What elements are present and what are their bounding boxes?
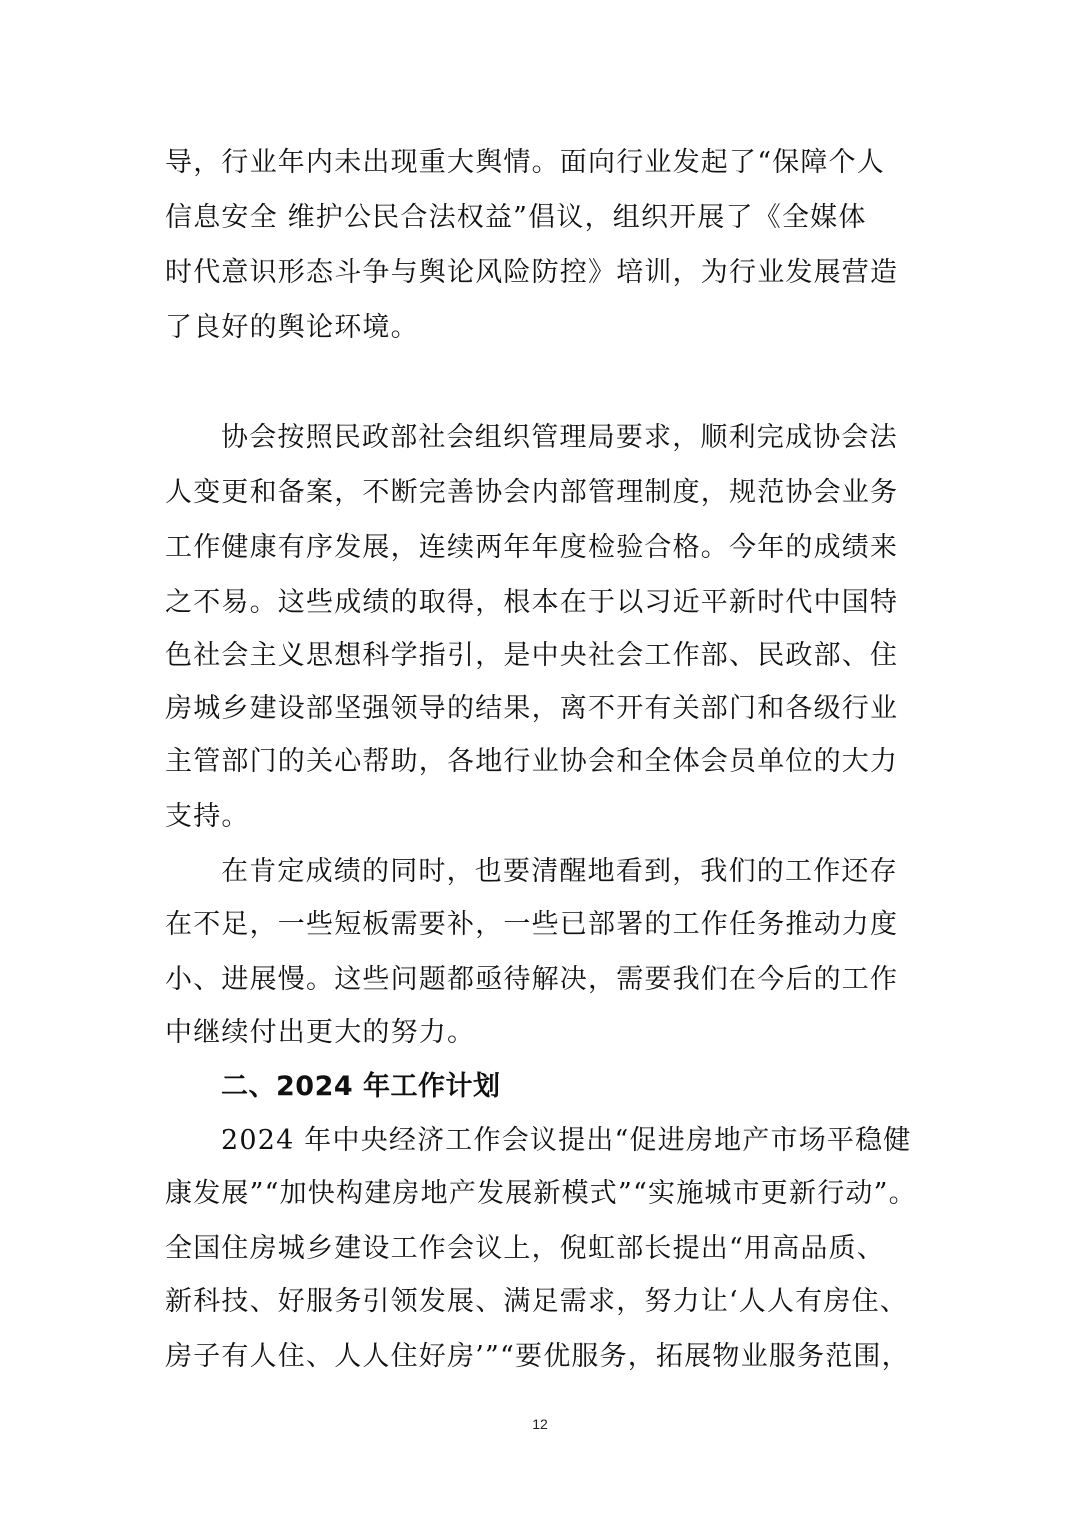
text-line-22: 房子有人住、人人住好房’”“要优服务，拓展物业服务范围， [165,1341,910,1372]
text-line-8: 之不易。这些成绩的取得，根本在于以习近平新时代中国特 [165,587,899,618]
paragraph-3-first-line: 在肯定成绩的同时，也要清醒地看到，我们的工作还存 [221,856,898,887]
text-line-20: 全国住房城乡建设工作会议上，倪虹部长提出“用高品质、 [165,1233,886,1264]
text-line-7: 工作健康有序发展，连续两年年度检验合格。今年的成绩来 [165,532,899,563]
text-line-11: 主管部门的关心帮助，各地行业协会和全体会员单位的大力 [165,746,899,777]
paragraph-4-first-line: 2024 年中央经济工作会议提出“促进房地产市场平稳健 [221,1125,912,1156]
paragraph-2-first-line: 协会按照民政部社会组织管理局要求，顺利完成协会法 [221,422,898,453]
text-line-9: 色社会主义思想科学指引，是中央社会工作部、民政部、住 [165,640,899,671]
text-line-4: 了良好的舆论环境。 [165,312,419,343]
text-line-3: 时代意识形态斗争与舆论风险防控》培训，为行业发展营造 [165,257,899,288]
text-line-21: 新科技、好服务引领发展、满足需求，努力让‘人人有房住、 [165,1286,908,1317]
section-heading: 二、2024 年工作计划 [221,1071,501,1102]
text-line-10: 房城乡建设部坚强领导的结果，离不开有关部门和各级行业 [165,693,899,724]
text-line-14: 在不足，一些短板需要补，一些已部署的工作任务推动力度 [165,909,899,940]
text-line-12: 支持。 [165,801,250,832]
text-line-2: 信息安全 维护公民合法权益”倡议，组织开展了《全媒体 [165,202,867,233]
text-line-19: 康发展”“加快构建房地产发展新模式”“实施城市更新行动”。 [165,1178,917,1209]
text-line-15: 小、进展慢。这些问题都亟待解决，需要我们在今后的工作 [165,964,899,995]
text-line-16: 中继续付出更大的努力。 [165,1017,476,1048]
text-line-1: 导，行业年内未出现重大舆情。面向行业发起了“保障个人 [165,147,886,178]
text-line-6: 人变更和备案，不断完善协会内部管理制度，规范协会业务 [165,477,899,508]
page-number: 12 [532,1416,548,1432]
